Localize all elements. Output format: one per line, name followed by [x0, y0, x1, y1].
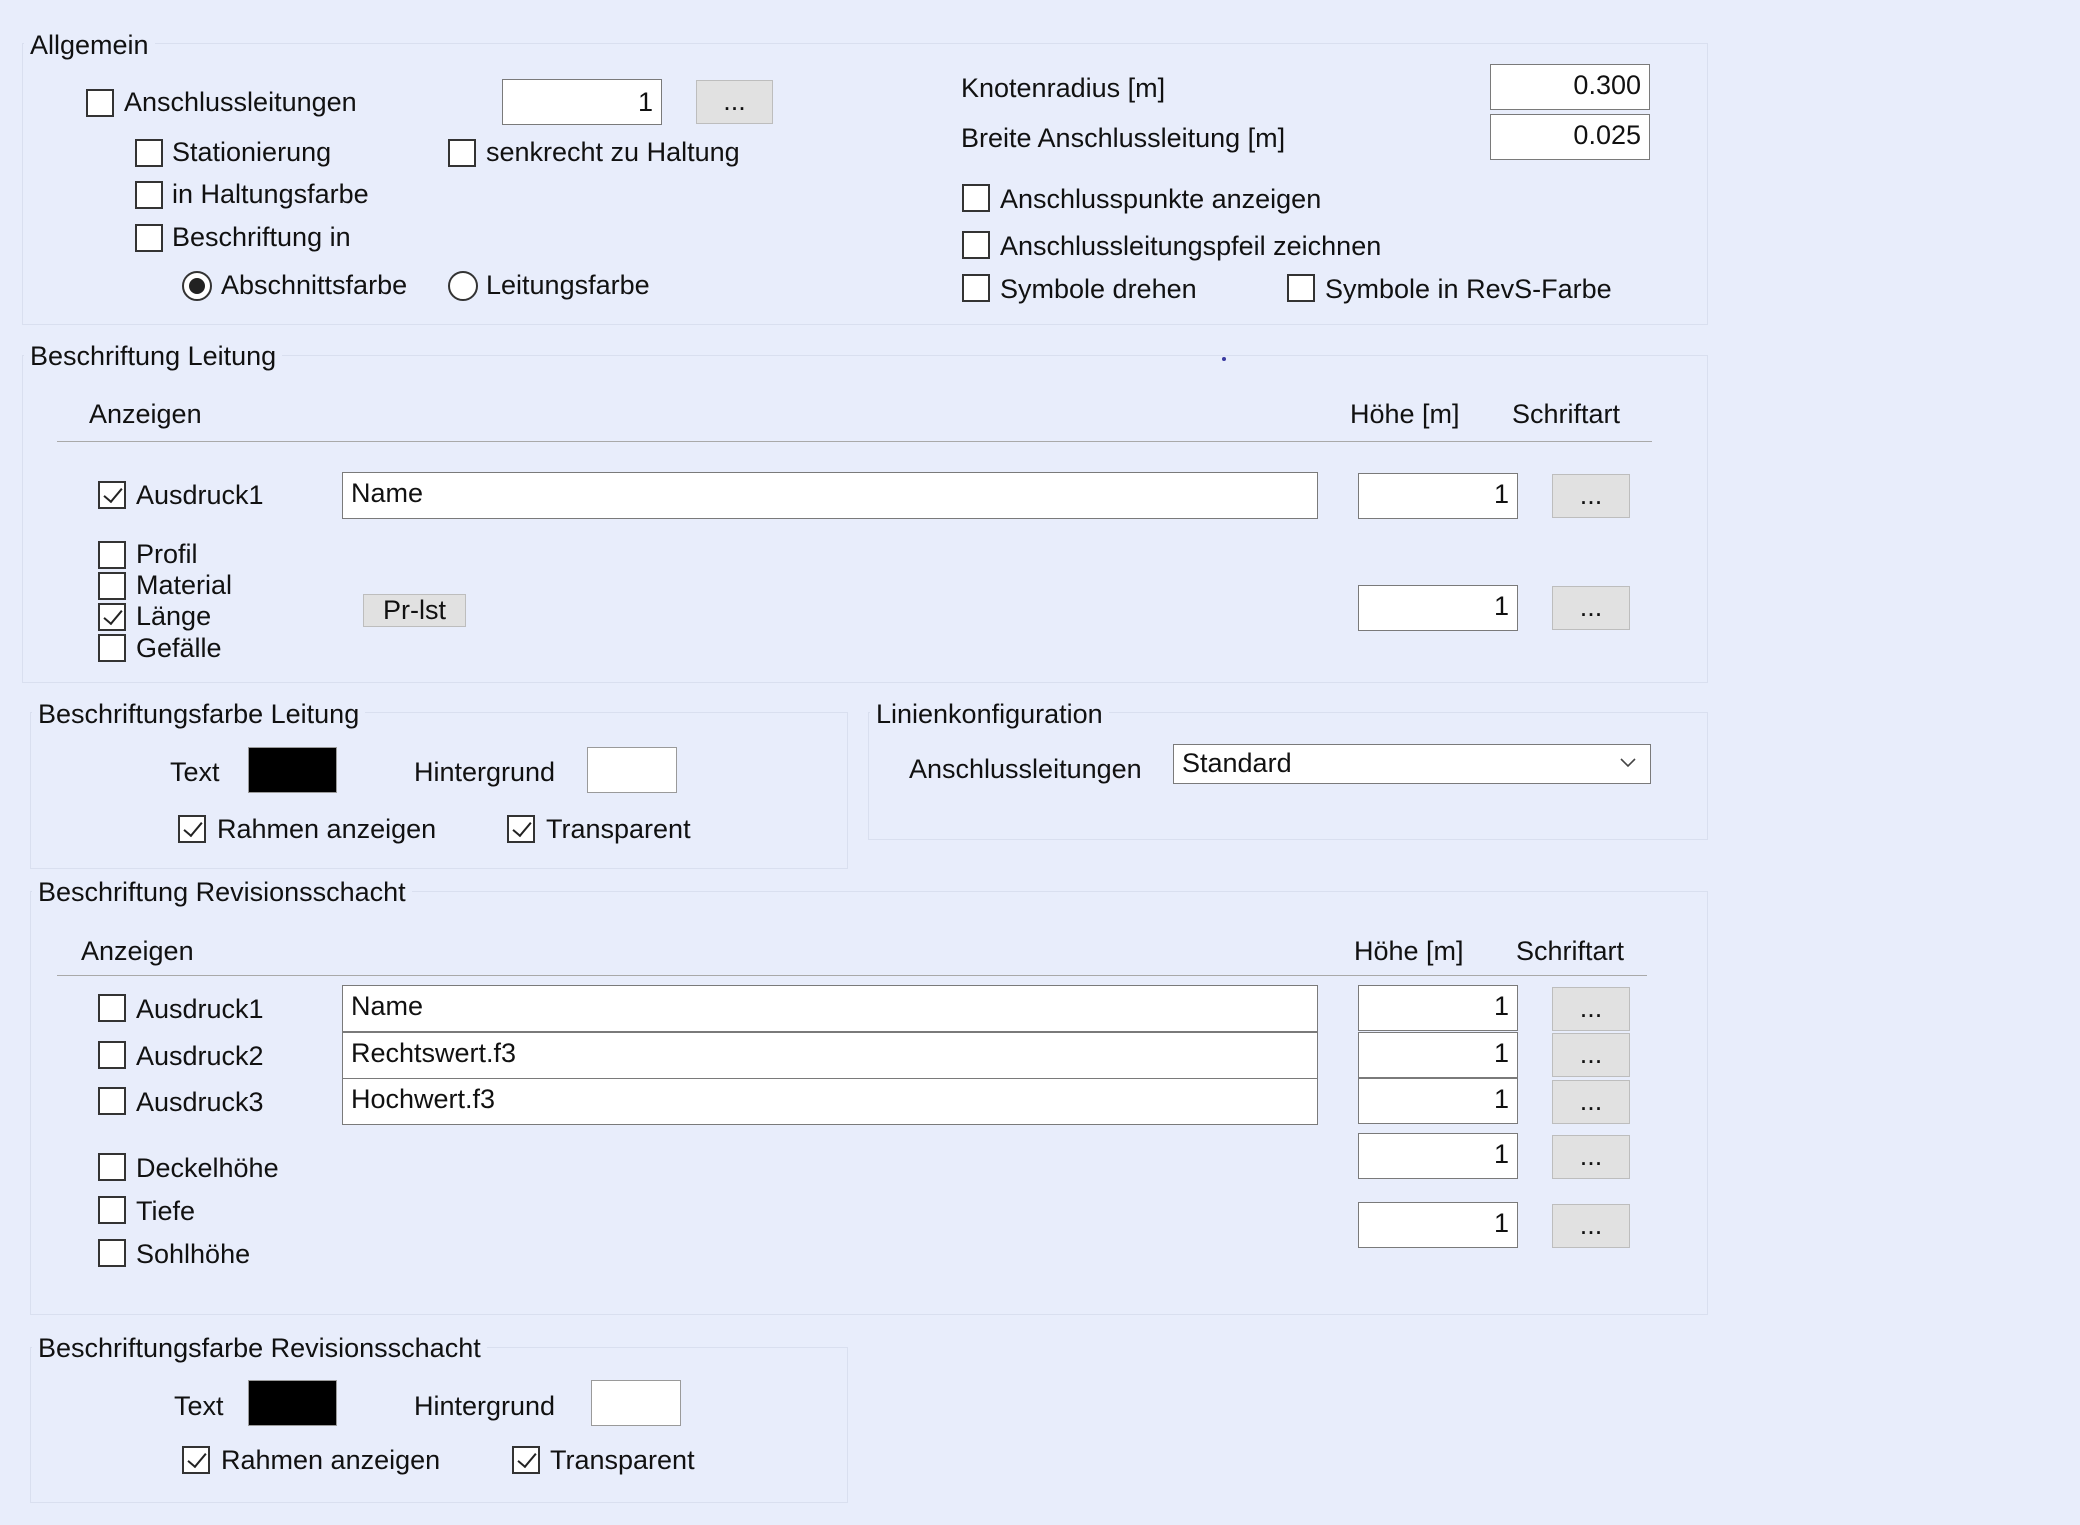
stationierung-label: Stationierung [172, 137, 332, 167]
farbe-leitung-rahmen-checkbox[interactable] [178, 815, 206, 843]
revs-ausdruck3-font-button[interactable]: ... [1552, 1080, 1630, 1124]
in-haltungsfarbe-label: in Haltungsfarbe [172, 179, 369, 209]
anschlussleitungen-more-button[interactable]: ... [696, 80, 773, 124]
revs-tiefe-label: Tiefe [136, 1196, 196, 1226]
revs-tiefe-height-input[interactable]: 1 [1358, 1202, 1518, 1248]
leitung-header-separator [57, 441, 1652, 442]
revs-sohlhoehe-label: Sohlhöhe [136, 1239, 251, 1269]
farbe-revs-hintergrund-swatch[interactable] [591, 1380, 681, 1426]
farbe-revs-text-label: Text [174, 1391, 224, 1421]
farbe-revs-hintergrund-label: Hintergrund [414, 1391, 556, 1421]
revs-deckelhoehe-font-button[interactable]: ... [1552, 1135, 1630, 1179]
group-farbe-revisionsschacht [30, 1347, 848, 1503]
group-farbe-leitung-title: Beschriftungsfarbe Leitung [32, 698, 365, 730]
leitung-ausdruck1-input[interactable]: Name [342, 472, 1318, 519]
leitung-group-height-input[interactable]: 1 [1358, 585, 1518, 631]
symbole-revs-farbe-checkbox[interactable] [1287, 274, 1315, 302]
senkrecht-label: senkrecht zu Haltung [486, 137, 740, 167]
revs-hoehe-header: Höhe [m] [1354, 936, 1464, 966]
revs-ausdruck2-checkbox[interactable] [98, 1041, 126, 1069]
revs-ausdruck1-font-button[interactable]: ... [1552, 987, 1630, 1031]
farbe-revs-rahmen-checkbox[interactable] [182, 1446, 210, 1474]
revs-ausdruck2-input[interactable]: Rechtswert.f3 [342, 1032, 1318, 1079]
knotenradius-input[interactable]: 0.300 [1490, 64, 1650, 110]
anschlussleitungen-checkbox[interactable] [86, 89, 114, 117]
revs-ausdruck1-label: Ausdruck1 [136, 994, 264, 1024]
farbe-revs-text-swatch[interactable] [248, 1380, 337, 1426]
group-farbe-leitung [30, 712, 848, 869]
farbe-leitung-transparent-label: Transparent [546, 814, 691, 844]
farbe-leitung-rahmen-label: Rahmen anzeigen [217, 814, 437, 844]
leitung-material-checkbox[interactable] [98, 572, 126, 600]
leitung-ausdruck1-height-input[interactable]: 1 [1358, 473, 1518, 519]
revs-ausdruck3-label: Ausdruck3 [136, 1087, 264, 1117]
revs-tiefe-font-button[interactable]: ... [1552, 1204, 1630, 1248]
revs-ausdruck2-font-button[interactable]: ... [1552, 1033, 1630, 1077]
farbe-revs-rahmen-label: Rahmen anzeigen [221, 1445, 441, 1475]
anschlussleitungspfeil-label: Anschlussleitungspfeil zeichnen [1000, 231, 1382, 261]
abschnittsfarbe-label: Abschnittsfarbe [221, 270, 408, 300]
chevron-down-icon [1620, 756, 1636, 768]
revs-ausdruck3-height-input[interactable]: 1 [1358, 1078, 1518, 1124]
decorative-dot [1222, 357, 1226, 361]
leitung-profil-label: Profil [136, 539, 198, 569]
revs-ausdruck1-height-input[interactable]: 1 [1358, 985, 1518, 1031]
farbe-revs-transparent-label: Transparent [550, 1445, 695, 1475]
revs-deckelhoehe-height-input[interactable]: 1 [1358, 1133, 1518, 1179]
stationierung-checkbox[interactable] [135, 139, 163, 167]
symbole-drehen-checkbox[interactable] [962, 274, 990, 302]
anschlusspunkte-label: Anschlusspunkte anzeigen [1000, 184, 1322, 214]
anschlusspunkte-checkbox[interactable] [962, 184, 990, 212]
pr-lst-button[interactable]: Pr-lst [363, 594, 466, 627]
leitung-gefaelle-label: Gefälle [136, 633, 222, 663]
group-allgemein-title: Allgemein [24, 29, 155, 61]
anschlussleitungen-label: Anschlussleitungen [124, 87, 357, 117]
leitung-ausdruck1-checkbox[interactable] [98, 481, 126, 509]
breite-anschlussleitung-label: Breite Anschlussleitung [m] [961, 123, 1286, 153]
leitung-gefaelle-checkbox[interactable] [98, 634, 126, 662]
revs-sohlhoehe-checkbox[interactable] [98, 1239, 126, 1267]
leitung-anzeigen-header: Anzeigen [89, 399, 202, 429]
symbole-revs-farbe-label: Symbole in RevS-Farbe [1325, 274, 1612, 304]
linienkonfiguration-selected-value: Standard [1182, 748, 1292, 778]
breite-anschlussleitung-input[interactable]: 0.025 [1490, 114, 1650, 160]
leitung-schriftart-header: Schriftart [1512, 399, 1621, 429]
anschlussleitungspfeil-checkbox[interactable] [962, 231, 990, 259]
farbe-leitung-hintergrund-label: Hintergrund [414, 757, 556, 787]
linienkonfiguration-anschluss-label: Anschlussleitungen [909, 754, 1142, 784]
farbe-leitung-text-swatch[interactable] [248, 747, 337, 793]
anschlussleitungen-count-input[interactable]: 1 [502, 79, 662, 125]
leitung-profil-checkbox[interactable] [98, 541, 126, 569]
symbole-drehen-label: Symbole drehen [1000, 274, 1197, 304]
revs-ausdruck3-checkbox[interactable] [98, 1087, 126, 1115]
group-beschriftung-leitung-title: Beschriftung Leitung [24, 340, 282, 372]
farbe-leitung-hintergrund-swatch[interactable] [587, 747, 677, 793]
knotenradius-label: Knotenradius [m] [961, 73, 1166, 103]
revs-ausdruck1-checkbox[interactable] [98, 994, 126, 1022]
leitung-ausdruck1-label: Ausdruck1 [136, 480, 264, 510]
revs-tiefe-checkbox[interactable] [98, 1196, 126, 1224]
revs-ausdruck2-height-input[interactable]: 1 [1358, 1032, 1518, 1078]
leitung-hoehe-header: Höhe [m] [1350, 399, 1460, 429]
revs-header-separator [57, 975, 1647, 976]
group-beschriftung-revisionsschacht-title: Beschriftung Revisionsschacht [32, 876, 412, 908]
farbe-leitung-text-label: Text [170, 757, 220, 787]
leitung-laenge-label: Länge [136, 601, 212, 631]
revs-schriftart-header: Schriftart [1516, 936, 1625, 966]
senkrecht-checkbox[interactable] [448, 139, 476, 167]
linienkonfiguration-select[interactable] [1173, 744, 1651, 784]
leitungsfarbe-radio[interactable] [448, 271, 478, 301]
revs-anzeigen-header: Anzeigen [81, 936, 194, 966]
revs-ausdruck2-label: Ausdruck2 [136, 1041, 264, 1071]
abschnittsfarbe-radio[interactable] [182, 271, 212, 301]
leitung-ausdruck1-font-button[interactable]: ... [1552, 474, 1630, 518]
revs-deckelhoehe-checkbox[interactable] [98, 1153, 126, 1181]
revs-ausdruck1-input[interactable]: Name [342, 985, 1318, 1032]
revs-deckelhoehe-label: Deckelhöhe [136, 1153, 279, 1183]
group-linienkonfiguration-title: Linienkonfiguration [870, 698, 1109, 730]
leitung-laenge-checkbox[interactable] [98, 603, 126, 631]
leitungsfarbe-label: Leitungsfarbe [486, 270, 650, 300]
group-farbe-revisionsschacht-title: Beschriftungsfarbe Revisionsschacht [32, 1332, 487, 1364]
leitung-group-font-button[interactable]: ... [1552, 586, 1630, 630]
farbe-leitung-transparent-checkbox[interactable] [507, 815, 535, 843]
farbe-revs-transparent-checkbox[interactable] [512, 1446, 540, 1474]
beschriftung-in-checkbox[interactable] [135, 224, 163, 252]
revs-ausdruck3-input[interactable]: Hochwert.f3 [342, 1078, 1318, 1125]
in-haltungsfarbe-checkbox[interactable] [135, 181, 163, 209]
leitung-material-label: Material [136, 570, 233, 600]
beschriftung-in-label: Beschriftung in [172, 222, 351, 252]
